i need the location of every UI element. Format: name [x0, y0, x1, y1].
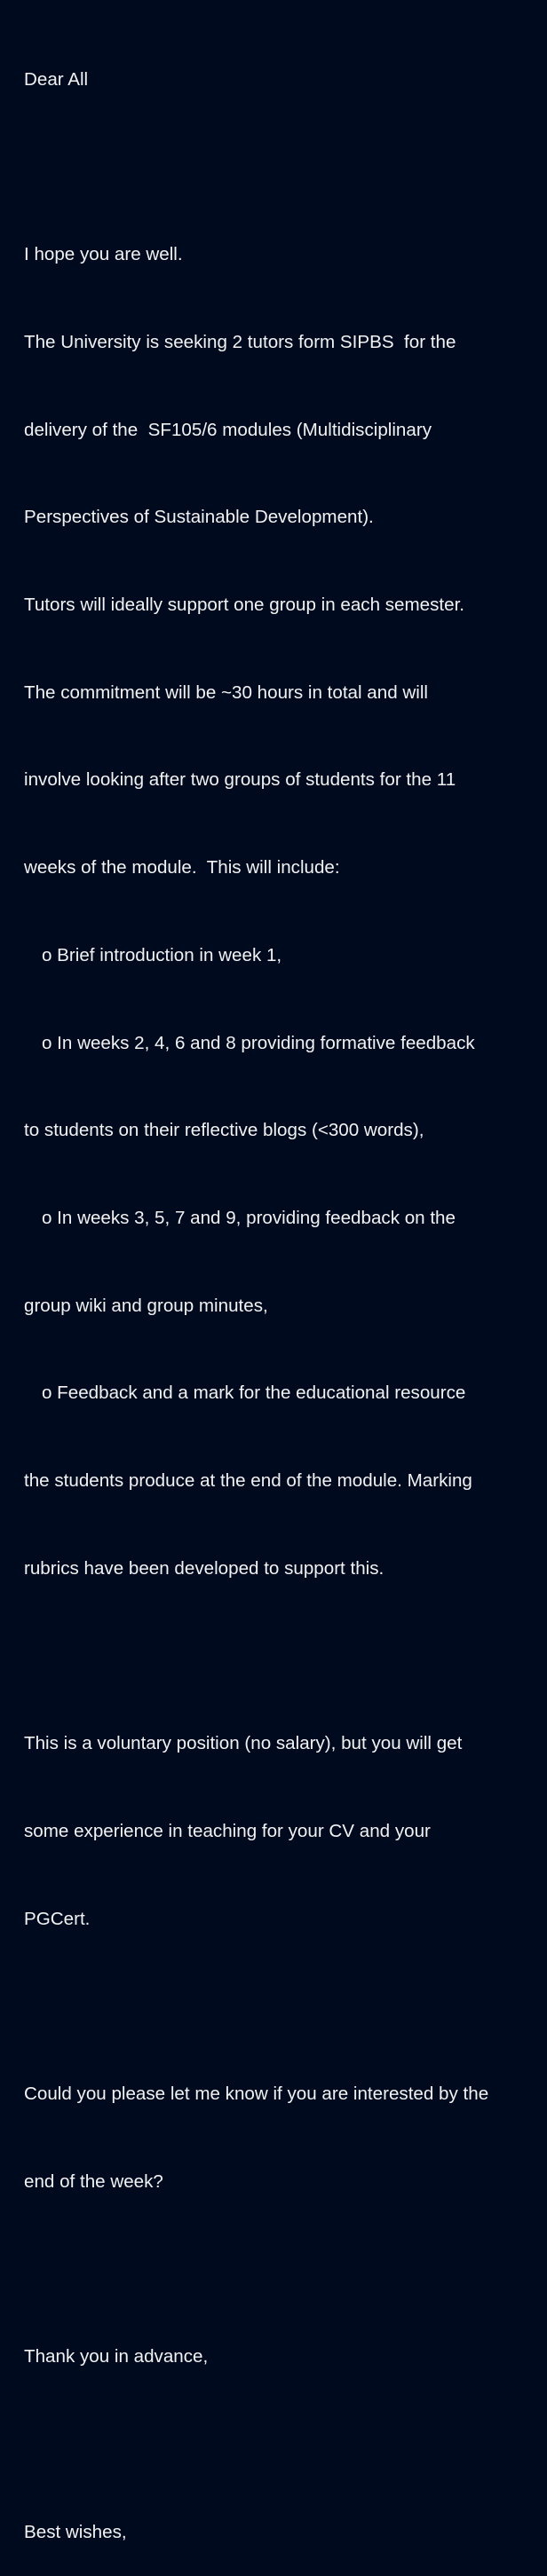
email-body [24, 7, 539, 2576]
bullet-continuation: group wiki and group minutes, [24, 1295, 268, 1316]
bullet-item: o In weeks 2, 4, 6 and 8 providing formative feedback [42, 1032, 475, 1053]
body-line: Tutors will ideally support one group in each semester. [24, 595, 465, 616]
body-line: involve looking after two groups of students for the 11 [24, 769, 456, 791]
body-line: The commitment will be ~30 hours in total and will [24, 681, 428, 703]
bullet-continuation: rubrics have been developed to support this. [24, 1557, 384, 1579]
body-line: This is a voluntary position (no salary), but you will get [24, 1733, 463, 1754]
blank-line [24, 1642, 539, 1671]
body-line: Perspectives of Sustainable Development). [24, 507, 374, 528]
bullet-continuation: to students on their reflective blogs (<300 words), [24, 1120, 424, 1141]
signoff-line: Best wishes, [24, 2521, 127, 2542]
blank-line [24, 2255, 539, 2284]
blank-line [24, 1992, 539, 2021]
blank-line [24, 154, 539, 183]
bullet-item: o In weeks 3, 5, 7 and 9, providing feedback on the [42, 1207, 456, 1228]
body-line: Could you please let me know if you are interested by the [24, 2083, 489, 2104]
body-line: end of the week? [24, 2170, 163, 2192]
body-line: some experience in teaching for your CV and your [24, 1820, 431, 1841]
body-line: PGCert. [24, 1908, 91, 1929]
body-line: weeks of the module. This will include: [24, 857, 340, 878]
body-line: The University is seeking 2 tutors form SIPBS for the [24, 331, 456, 352]
greeting-line: Dear All [24, 68, 89, 90]
opening-line: I hope you are well. [24, 244, 183, 265]
thanks-line: Thank you in advance, [24, 2346, 209, 2367]
body-line: delivery of the SF105/6 modules (Multidisciplinary [24, 419, 432, 440]
blank-line [24, 2430, 539, 2460]
bullet-item: o Brief introduction in week 1, [42, 944, 282, 965]
bullet-continuation: the students produce at the end of the module. Marking [24, 1470, 472, 1492]
bullet-item: o Feedback and a mark for the educational resource [42, 1383, 466, 1404]
